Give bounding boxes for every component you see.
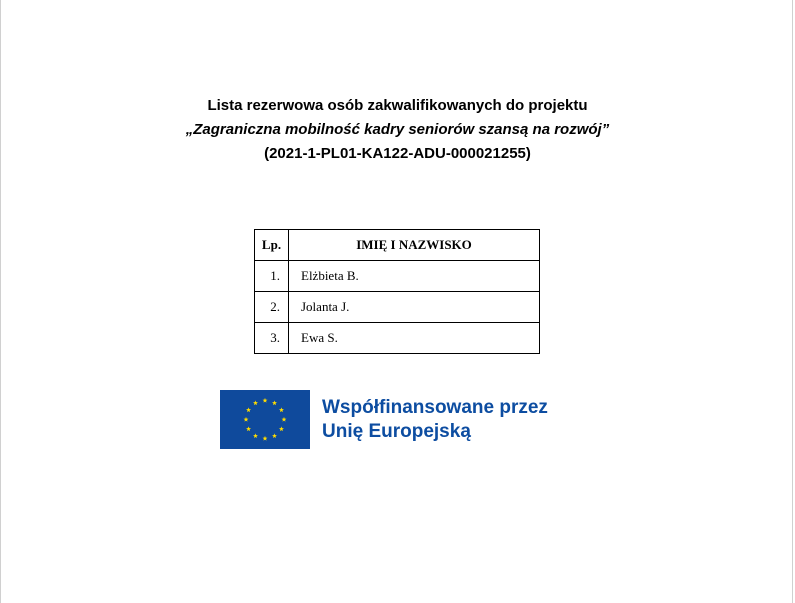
eu-logo-text <box>322 396 548 444</box>
row-number: 2. <box>255 292 289 323</box>
header-lp: Lp. <box>255 230 289 261</box>
project-name: „Zagraniczna mobilność kadry seniorów szansą na rozwój” <box>185 121 610 138</box>
table-row <box>255 292 540 323</box>
eu-flag-icon <box>220 390 310 449</box>
table-row <box>255 261 540 292</box>
reserve-list-table <box>254 229 540 354</box>
eu-logo-line-2: Unię Europejską <box>322 420 471 442</box>
row-number: 1. <box>255 261 289 292</box>
row-number: 3. <box>255 323 289 354</box>
row-name: Ewa S. <box>289 323 540 354</box>
table-row <box>255 323 540 354</box>
header-name: IMIĘ I NAZWISKO <box>289 230 540 261</box>
eu-cofunding-logo <box>220 390 548 449</box>
document-title <box>1 94 794 166</box>
row-name: Jolanta J. <box>289 292 540 323</box>
title-line-1: Lista rezerwowa osób zakwalifikowanych do projektu <box>207 97 588 114</box>
project-number: (2021-1-PL01-KA122-ADU-000021255) <box>264 145 531 162</box>
row-name: Elżbieta B. <box>289 261 540 292</box>
table-header-row <box>255 230 540 261</box>
eu-logo-line-1: Współfinansowane przez <box>322 396 548 418</box>
